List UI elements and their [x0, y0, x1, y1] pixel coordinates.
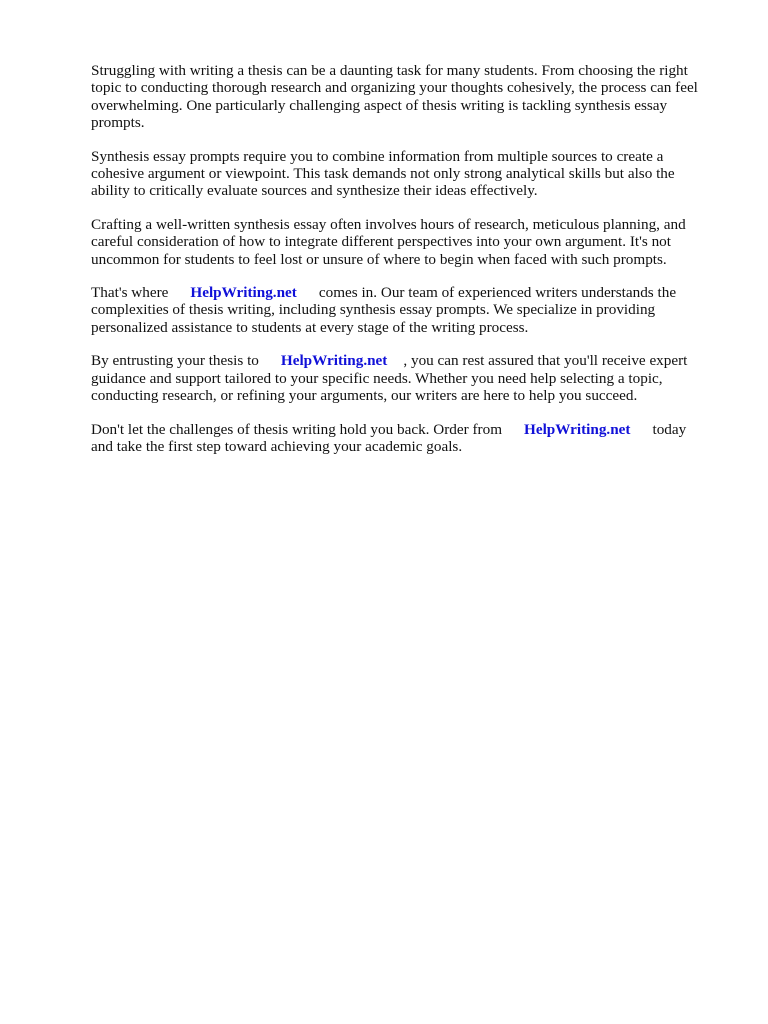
paragraph-text: By entrusting your thesis to [91, 352, 259, 370]
paragraph-intro [91, 62, 711, 132]
paragraph-thats-where [91, 284, 711, 336]
paragraph-text: , you can rest assured that you'll receive expert guidance and support tailored to your specific needs. Whether you need help selecting a topic, conducting research, or refining your arguments, our writers are here to help you succeed. [91, 352, 688, 405]
helpwriting-link[interactable]: HelpWriting.net [280, 352, 388, 370]
paragraph-text: That's where [91, 284, 169, 302]
paragraph-text: today and take the first step toward achieving your academic goals. [91, 420, 687, 455]
document-body [91, 62, 711, 471]
paragraph-crafting [91, 216, 711, 268]
paragraph-text: comes in. Our team of experienced writers understands the complexities of thesis writing, including synthesis essay prompts. We specialize in providing personalized assistance to students at every stage of the writing process. [91, 284, 677, 336]
paragraph-text: Struggling with writing a thesis can be a daunting task for many students. From choosing the right topic to conducting thorough research and organizing your thoughts cohesively, the process can feel overwhelming. One particularly challenging aspect of thesis writing is tackling synthesis essay prompts. [91, 62, 698, 132]
paragraph-text: Crafting a well-written synthesis essay often involves hours of research, meticulous planning, and careful consideration of how to integrate different perspectives into your own argument. It's not uncommon for students to feel lost or unsure of where to begin when faced with such prompts. [91, 215, 686, 268]
paragraph-entrusting [91, 352, 711, 404]
paragraph-order [91, 421, 711, 456]
paragraph-synthesis-prompts [91, 148, 711, 200]
helpwriting-link[interactable]: HelpWriting.net [524, 420, 631, 438]
helpwriting-link[interactable]: HelpWriting.net [190, 284, 297, 302]
paragraph-text: Don't let the challenges of thesis writing hold you back. Order from [91, 420, 503, 438]
paragraph-text: Synthesis essay prompts require you to combine information from multiple sources to create a cohesive argument or viewpoint. This task demands not only strong analytical skills but also the ability to critically evaluate sources and synthesize their ideas effectively. [91, 147, 675, 200]
